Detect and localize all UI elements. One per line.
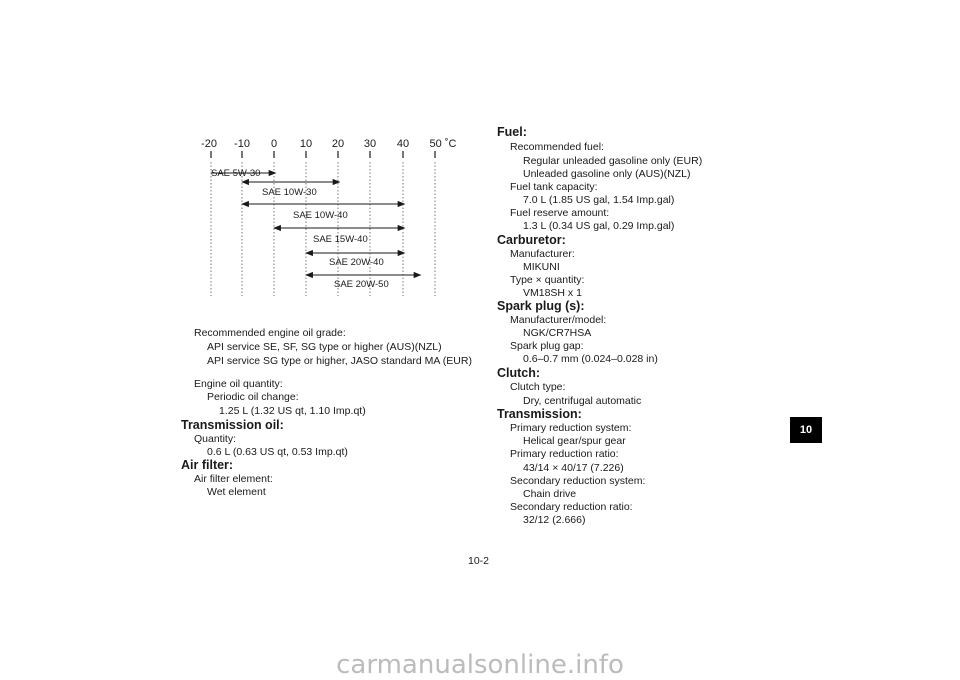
clutch-type-value: Dry, centrifugal automatic (523, 395, 642, 407)
temp-label: 10 (299, 138, 313, 150)
recommended-fuel-label: Recommended fuel: (510, 141, 604, 153)
secondary-system-label: Secondary reduction system: (510, 475, 646, 487)
grade-label: SAE 20W-50 (334, 279, 389, 290)
clutch-type-label: Clutch type: (510, 381, 566, 393)
grade-label: SAE 10W-40 (293, 210, 348, 221)
temp-label: 20 (331, 138, 345, 150)
oil-grade-label: Recommended engine oil grade: (194, 327, 346, 339)
air-filter-value: Wet element (207, 486, 266, 498)
grade-label: SAE 15W-40 (313, 234, 368, 245)
fuel-reserve-label: Fuel reserve amount: (510, 207, 610, 219)
primary-system-label: Primary reduction system: (510, 422, 632, 434)
secondary-ratio-value: 32/12 (2.666) (523, 514, 586, 526)
secondary-ratio-label: Secondary reduction ratio: (510, 501, 633, 513)
fuel-tank-label: Fuel tank capacity: (510, 181, 598, 193)
primary-system-value: Helical gear/spur gear (523, 435, 626, 447)
page-number: 10-2 (468, 555, 490, 567)
oil-grade-line-2: API service SG type or higher, JASO standard MA (EUR) (207, 355, 472, 367)
temp-label: -10 (234, 138, 250, 150)
transmission-heading: Transmission: (497, 407, 582, 421)
type-quantity-label: Type × quantity: (510, 274, 585, 286)
oil-viscosity-chart (196, 134, 466, 298)
grade-label: SAE 10W-30 (262, 187, 317, 198)
fuel-reserve-value: 1.3 L (0.34 US gal, 0.29 Imp.gal) (523, 220, 675, 232)
recommended-fuel-line-2: Unleaded gasoline only (AUS)(NZL) (523, 168, 691, 180)
clutch-heading: Clutch: (497, 366, 541, 380)
temp-label: 50 ˚C (429, 138, 457, 150)
air-filter-heading: Air filter: (181, 458, 234, 472)
spark-plug-heading: Spark plug (s): (497, 299, 585, 313)
manufacturer-value: MIKUNI (523, 261, 560, 273)
temp-label: 40 (396, 138, 410, 150)
spark-plug-model-value: NGK/CR7HSA (523, 327, 592, 339)
spark-plug-gap-value: 0.6–0.7 mm (0.024–0.028 in) (523, 353, 658, 365)
quantity-label: Quantity: (194, 433, 237, 445)
spark-plug-model-label: Manufacturer/model: (510, 314, 607, 326)
carburetor-heading: Carburetor: (497, 233, 566, 247)
spark-plug-gap-label: Spark plug gap: (510, 340, 584, 352)
watermark: carmanualsonline.info (336, 650, 624, 680)
transmission-oil-heading: Transmission oil: (181, 418, 284, 432)
air-filter-label: Air filter element: (194, 473, 273, 485)
primary-ratio-value: 43/14 × 40/17 (7.226) (523, 462, 624, 474)
quantity-value: 0.6 L (0.63 US qt, 0.53 Imp.qt) (207, 446, 348, 458)
oil-grade-line-1: API service SE, SF, SG type or higher (AUS)(NZL) (207, 341, 442, 353)
fuel-heading: Fuel: (497, 125, 527, 139)
type-quantity-value: VM18SH x 1 (523, 287, 582, 299)
grade-label: SAE 5W-30 (211, 168, 261, 179)
grade-label: SAE 20W-40 (329, 257, 384, 268)
temp-label: 30 (363, 138, 377, 150)
manufacturer-label: Manufacturer: (510, 248, 575, 260)
fuel-tank-value: 7.0 L (1.85 US gal, 1.54 Imp.gal) (523, 194, 675, 206)
temp-label: -20 (201, 138, 217, 150)
periodic-change-value: 1.25 L (1.32 US qt, 1.10 Imp.qt) (219, 405, 366, 417)
periodic-change-label: Periodic oil change: (207, 391, 299, 403)
temp-label: 0 (270, 138, 278, 150)
recommended-fuel-line-1: Regular unleaded gasoline only (EUR) (523, 155, 703, 167)
secondary-system-value: Chain drive (523, 488, 577, 500)
oil-quantity-label: Engine oil quantity: (194, 378, 283, 390)
primary-ratio-label: Primary reduction ratio: (510, 448, 619, 460)
chapter-tab: 10 (790, 417, 822, 443)
